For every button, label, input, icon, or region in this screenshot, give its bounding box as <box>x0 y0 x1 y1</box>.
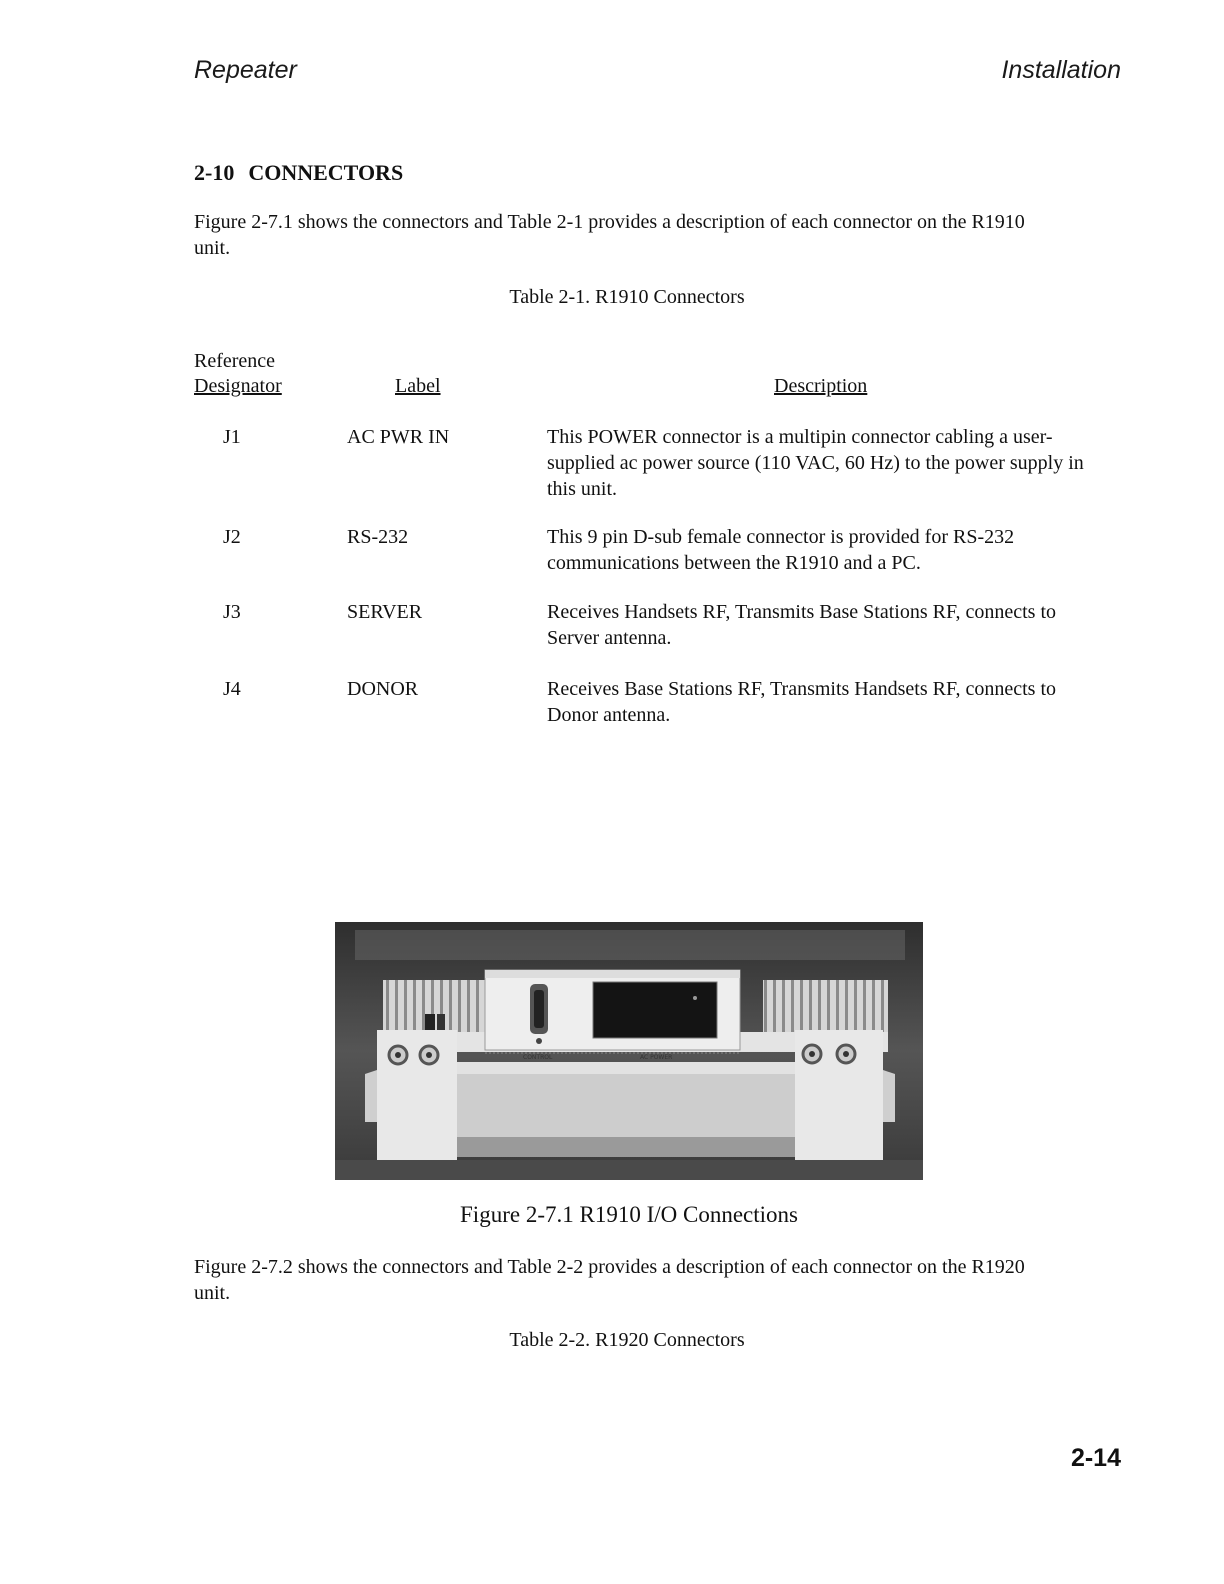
header-reference: Reference <box>194 350 276 372</box>
ac-power-label: AC POWER <box>640 1054 673 1061</box>
section-number: 2-10 <box>194 160 235 185</box>
designator: J2 <box>223 526 241 548</box>
header-reference-designator <box>194 349 282 399</box>
intro-paragraph: Figure 2-7.1 shows the connectors and Table 2-1 provides a description of each connector on the R1910 unit. <box>194 211 1025 259</box>
header-description: Description <box>774 375 868 397</box>
label: AC PWR IN <box>347 426 450 448</box>
label: DONOR <box>347 678 419 700</box>
running-header-right: Installation <box>1001 56 1121 84</box>
table1-caption: Table 2-1. R1910 Connectors <box>509 286 745 308</box>
designator: J4 <box>223 678 241 700</box>
control-label: CONTROL <box>523 1054 553 1061</box>
table2-caption: Table 2-2. R1920 Connectors <box>509 1329 745 1351</box>
label: RS-232 <box>347 526 409 548</box>
repeater-illustration <box>335 922 923 1180</box>
second-paragraph: Figure 2-7.2 shows the connectors and Table 2-2 provides a description of each connector on the R1920 unit. <box>194 1256 1025 1304</box>
running-header-left: Repeater <box>194 56 297 84</box>
figure-caption: Figure 2-7.1 R1910 I/O Connections <box>460 1202 798 1227</box>
repeater-photo <box>335 922 923 1180</box>
description: This 9 pin D-sub female connector is provided for RS-232 communications between the R1910 and a PC. <box>547 526 1015 574</box>
header-label: Label <box>395 375 441 397</box>
description: Receives Base Stations RF, Transmits Handsets RF, connects to Donor antenna. <box>547 678 1057 726</box>
label: SERVER <box>347 601 423 623</box>
section-title <box>194 160 403 186</box>
designator: J3 <box>223 601 241 623</box>
page-number: 2-14 <box>1070 1444 1121 1472</box>
designator: J1 <box>223 426 241 448</box>
header-designator: Designator <box>194 375 282 397</box>
section-name: CONNECTORS <box>248 160 404 185</box>
description: This POWER connector is a multipin connector cabling a user-supplied ac power source (110 VAC, 60 Hz) to the power supply in this unit. <box>547 426 1084 500</box>
description: Receives Handsets RF, Transmits Base Stations RF, connects to Server antenna. <box>547 601 1057 649</box>
